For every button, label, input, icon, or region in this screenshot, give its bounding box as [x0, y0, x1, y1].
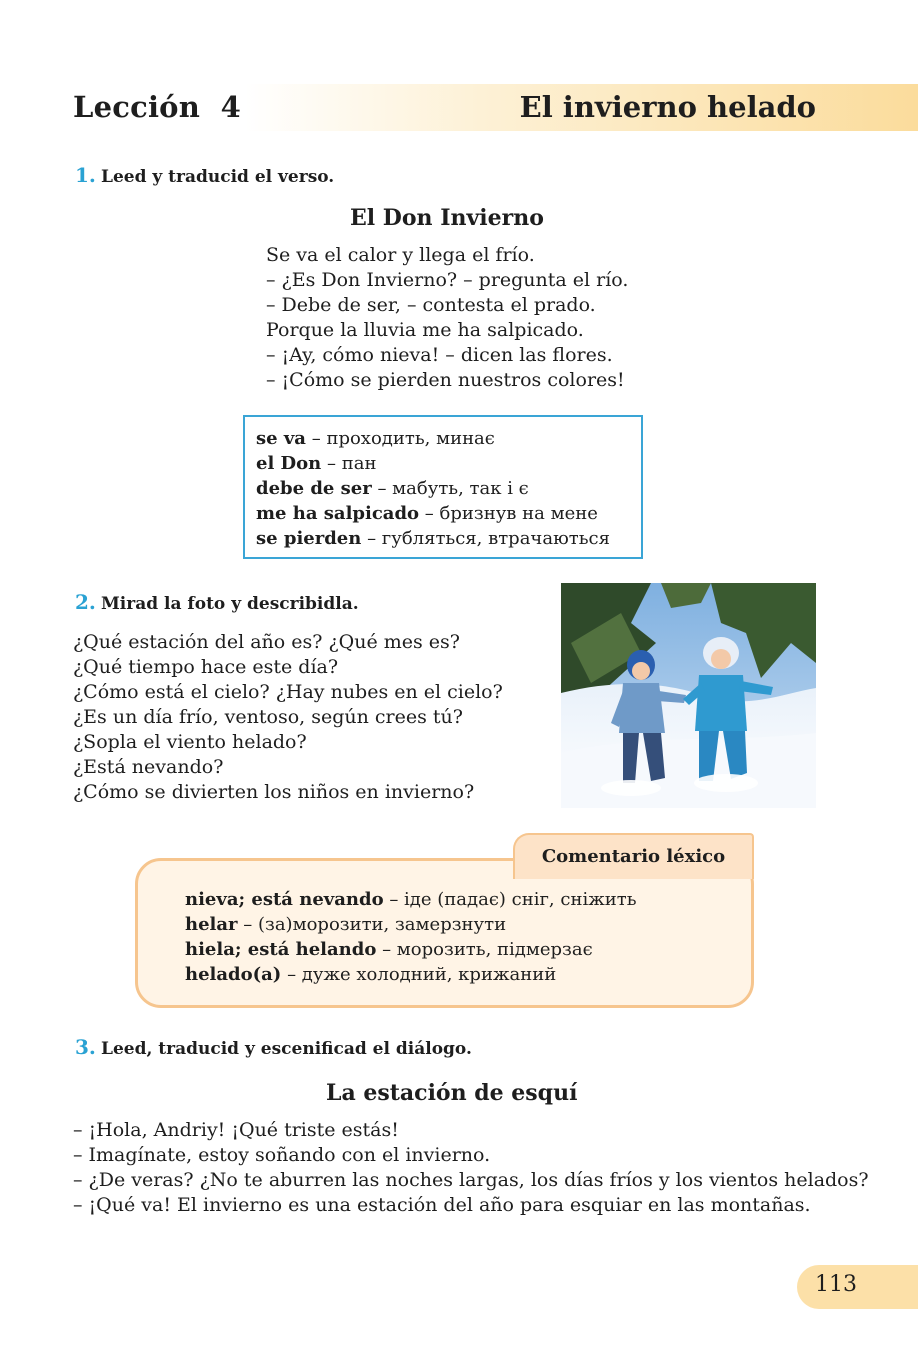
vocab-entry	[256, 426, 641, 451]
vocab-meaning: – мабуть, так і є	[377, 478, 529, 499]
dialog-line: – ¡Qué va! El invierno es una estación del año para esquiar en las montañas.	[73, 1194, 811, 1216]
task-3-heading	[75, 1035, 472, 1059]
poem-title: El Don Invierno	[350, 205, 544, 231]
vocab-entry	[256, 476, 641, 501]
poem-line: – Debe de ser, – contesta el prado.	[266, 294, 596, 316]
poem-line: Se va el calor y llega el frío.	[266, 244, 535, 266]
dialog-line: – ¡Hola, Andriy! ¡Qué triste estás!	[73, 1119, 399, 1141]
vocab-meaning: – губляться, втрачаються	[367, 528, 610, 549]
dialog	[73, 1118, 869, 1218]
vocab-meaning: – проходить, минає	[311, 428, 495, 449]
task-1-heading	[75, 163, 334, 187]
poem-line: – ¿Es Don Invierno? – pregunta el río.	[266, 269, 629, 291]
comment-term: hiela; está helando	[185, 939, 377, 960]
winter-children-photo	[561, 583, 816, 808]
lesson-title: El invierno helado	[519, 90, 816, 124]
vocab-meaning: – бризнув на мене	[424, 503, 598, 524]
task-number: 1.	[75, 163, 96, 187]
vocab-term: me ha salpicado	[256, 503, 420, 524]
poem-line: – ¡Ay, cómo nieva! – dicen las flores.	[266, 344, 613, 366]
question: ¿Cómo está el cielo? ¿Hay nubes en el cielo?	[73, 681, 503, 703]
dialog-line: – Imagínate, estoy soñando con el invierno.	[73, 1144, 491, 1166]
lexical-comment-list	[185, 887, 637, 987]
vocab-term: se pierden	[256, 528, 362, 549]
vocab-entry	[256, 451, 641, 476]
comment-entry	[185, 912, 637, 937]
comment-meaning: – дуже холодний, крижаний	[287, 964, 557, 985]
task-2-heading	[75, 590, 359, 614]
vocab-entry	[256, 501, 641, 526]
vocab-term: debe de ser	[256, 478, 372, 499]
comment-entry	[185, 887, 637, 912]
task-instruction: Leed y traducid el verso.	[100, 167, 335, 187]
question: ¿Está nevando?	[73, 756, 224, 778]
vocab-entry	[256, 526, 641, 551]
comment-meaning: – іде (падає) сніг, сніжить	[389, 889, 637, 910]
page-number: 113	[815, 1272, 857, 1297]
comment-meaning: – морозить, підмерзає	[382, 939, 593, 960]
question: ¿Cómo se divierten los niños en invierno?	[73, 781, 475, 803]
task-instruction: Leed, traducid y escenificad el diálogo.	[100, 1039, 472, 1059]
poem-line: – ¡Cómo se pierden nuestros colores!	[266, 369, 625, 391]
vocab-meaning: – пан	[327, 453, 377, 474]
dialog-title: La estación de esquí	[326, 1080, 578, 1106]
lesson-label: Lección 4	[73, 90, 241, 124]
question-list	[73, 630, 503, 805]
vocabulary-box	[243, 415, 643, 559]
comment-entry	[185, 962, 637, 987]
poem	[266, 243, 628, 393]
vocab-term: se va	[256, 428, 306, 449]
task-number: 3.	[75, 1035, 96, 1059]
lexical-comment-tab: Comentario léxico	[513, 833, 754, 879]
vocab-term: el Don	[256, 453, 322, 474]
comment-entry	[185, 937, 637, 962]
question: ¿Qué estación del año es? ¿Qué mes es?	[73, 631, 460, 653]
comment-term: nieva; está nevando	[185, 889, 384, 910]
comment-term: helar	[185, 914, 238, 935]
task-number: 2.	[75, 590, 96, 614]
question: ¿Qué tiempo hace este día?	[73, 656, 339, 678]
task-instruction: Mirad la foto y describidla.	[100, 594, 359, 614]
question: ¿Es un día frío, ventoso, según crees tú?	[73, 706, 463, 728]
dialog-line: – ¿De veras? ¿No te aburren las noches largas, los días fríos y los vientos helados?	[73, 1169, 869, 1191]
comment-meaning: – (за)морозити, замерзнути	[243, 914, 507, 935]
comment-term: helado(a)	[185, 964, 282, 985]
question: ¿Sopla el viento helado?	[73, 731, 307, 753]
poem-line: Porque la lluvia me ha salpicado.	[266, 319, 584, 341]
